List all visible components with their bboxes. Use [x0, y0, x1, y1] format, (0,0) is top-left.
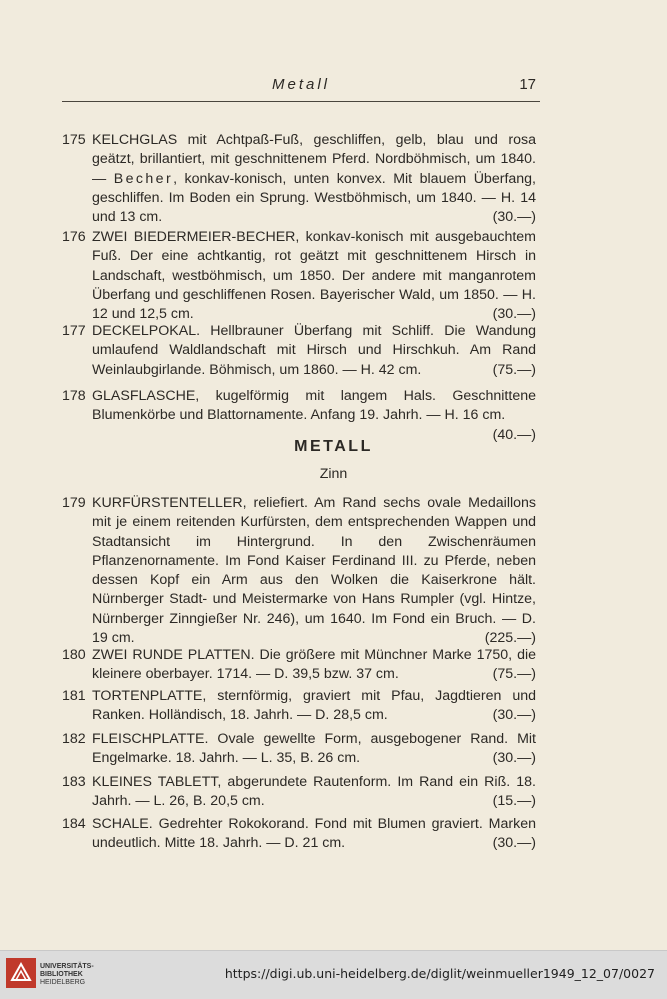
entry-text [92, 815, 536, 854]
university-library-logo-icon [6, 958, 36, 988]
entry-text [92, 131, 536, 227]
entry-text-part: FLEISCHPLATTE. Ovale gewellte Form, ausgebogener Rand. Mit Engelmarke. 18. Jahrh. — L. 35, B. 26 cm. [92, 731, 536, 767]
entry-text-part: TORTENPLATTE, sternförmig, graviert mit Pfau, Jagdtieren und Ranken. Holländisch, 18. Jahrh. — D. 28,5 cm. [92, 688, 536, 724]
entry-price: (30.—) [492, 707, 536, 724]
entry-text-part: KURFÜRSTENTELLER, reliefiert. Am Rand sechs ovale Medaillons mit je einem reitenden Kurfürsten, dem entsprechenden Wappen und Stadtansicht im Hintergrund. In den Zwischenräumen Pflanzenornamente. Im Fond Kaiser Ferdinand III. zu Pferde, neben dessen Kopf ein Arm aus den Wolken die Kaiserkrone hält. Nürnberger Stadt- und Meistermarke von Hans Rumpler (vgl. Hintze, Nürnberger Zinngießer Nr. 246), um 1640. Im Fond ein Bruch. — D. 19 cm. [92, 495, 536, 647]
entry-text-part: SCHALE. Gedrehter Rokokorand. Fond mit Blumen graviert. Marken undeutlich. Mitte 18. Jahrh. — D. 21 cm. [92, 816, 536, 852]
running-head [60, 76, 542, 98]
catalog-entry-183 [62, 773, 536, 812]
page-number: 17 [519, 76, 536, 93]
library-name-line: BIBLIOTHEK [40, 971, 83, 978]
entry-text-part: ZWEI BIEDERMEIER-BECHER, konkav-konisch mit ausgebauchtem Fuß. Der eine achtkantig, rot geätzt mit geschnittenem Hirsch in Landschaft, westböhmisch, um 1850. Der andere mit manganrotem Überfang und geschliffenen Rosen. Bayerischer Wald, um 1850. — H. 12 und 12,5 cm. [92, 229, 536, 323]
entry-number: 182 [62, 731, 86, 747]
header-rule [62, 101, 540, 102]
entry-text [92, 687, 536, 726]
entry-price: (30.—) [492, 209, 536, 226]
catalog-entry-180 [62, 646, 536, 685]
catalog-entry-182 [62, 730, 536, 769]
library-name-line: HEIDELBERG [40, 979, 86, 986]
entry-number: 183 [62, 774, 86, 790]
entry-text-part: KELCHGLAS mit Achtpaß-Fuß, geschliffen, gelb, blau und rosa geätzt, brillantiert, mit geschnittenem Pferd. Nordböhmisch, um 1840. — [92, 132, 536, 187]
catalog-entry-176 [62, 228, 536, 324]
entry-price: (75.—) [492, 666, 536, 683]
entry-text-part: DECKELPOKAL. Hellbrauner Überfang mit Schliff. Die Wandung umlaufend Waldlandschaft mit Hirsch und Hirschkuh. Am Rand Weinlaubgirlande. Böhmisch, um 1860. — H. 42 cm. [92, 323, 536, 378]
library-name-line: UNIVERSITÄTS- [40, 963, 94, 970]
viewer-footer [0, 950, 667, 999]
catalog-entry-175 [62, 131, 536, 227]
entry-text [92, 730, 536, 769]
entry-price: (40.—) [492, 426, 536, 443]
entry-number: 178 [62, 388, 86, 404]
catalog-entry-181 [62, 687, 536, 726]
entry-spaced-term: Becher [113, 170, 174, 187]
entry-text-part: GLASFLASCHE, kugelförmig mit langem Hals. Geschnittene Blumenkörbe und Blattornamente. Anfang 19. Jahrh. — H. 16 cm. [92, 388, 536, 424]
entry-text [92, 322, 536, 380]
entry-number: 176 [62, 229, 86, 245]
entry-price: (30.—) [492, 835, 536, 852]
entry-price: (225.—) [484, 630, 536, 647]
entry-text-part: KLEINES TABLETT, abgerundete Rautenform. Im Rand ein Riß. 18. Jahrh. — L. 26, B. 20,5 cm. [92, 774, 536, 810]
entry-number: 180 [62, 647, 86, 663]
section-title: METALL [294, 438, 373, 455]
entry-text [92, 773, 536, 812]
entry-text-part: , konkav-konisch, unten konvex. Mit blauem Überfang, geschliffen. Im Boden ein Sprung. Westböhmisch, um 1840. — H. 14 und 13 cm. [92, 170, 536, 226]
subsection-title: Zinn [319, 466, 348, 482]
entry-text [92, 387, 536, 443]
catalog-entry-178 [62, 387, 536, 445]
entry-text-part: ZWEI RUNDE PLATTEN. Die größere mit Münchner Marke 1750, die kleinere oberbayer. 1714. — D. 39,5 bzw. 37 cm. [92, 647, 536, 683]
entry-text [92, 228, 536, 324]
catalog-entry-184 [62, 815, 536, 854]
entry-price: (30.—) [492, 750, 536, 767]
running-title: Metall [271, 76, 330, 93]
entry-price: (15.—) [492, 793, 536, 810]
entry-number: 177 [62, 323, 86, 339]
catalog-entry-177 [62, 322, 536, 380]
entry-price: (75.—) [492, 361, 536, 378]
library-name [40, 963, 94, 987]
catalog-entry-179 [62, 494, 536, 648]
permalink-url[interactable]: https://digi.ub.uni-heidelberg.de/diglit/weinmueller1949_12_07/0027 [224, 966, 655, 981]
entry-text [92, 494, 536, 648]
entry-number: 181 [62, 688, 86, 704]
entry-number: 175 [62, 132, 86, 148]
entry-text [92, 646, 536, 685]
entry-number: 184 [62, 816, 86, 832]
entry-price: (30.—) [492, 306, 536, 323]
entry-number: 179 [62, 495, 86, 511]
